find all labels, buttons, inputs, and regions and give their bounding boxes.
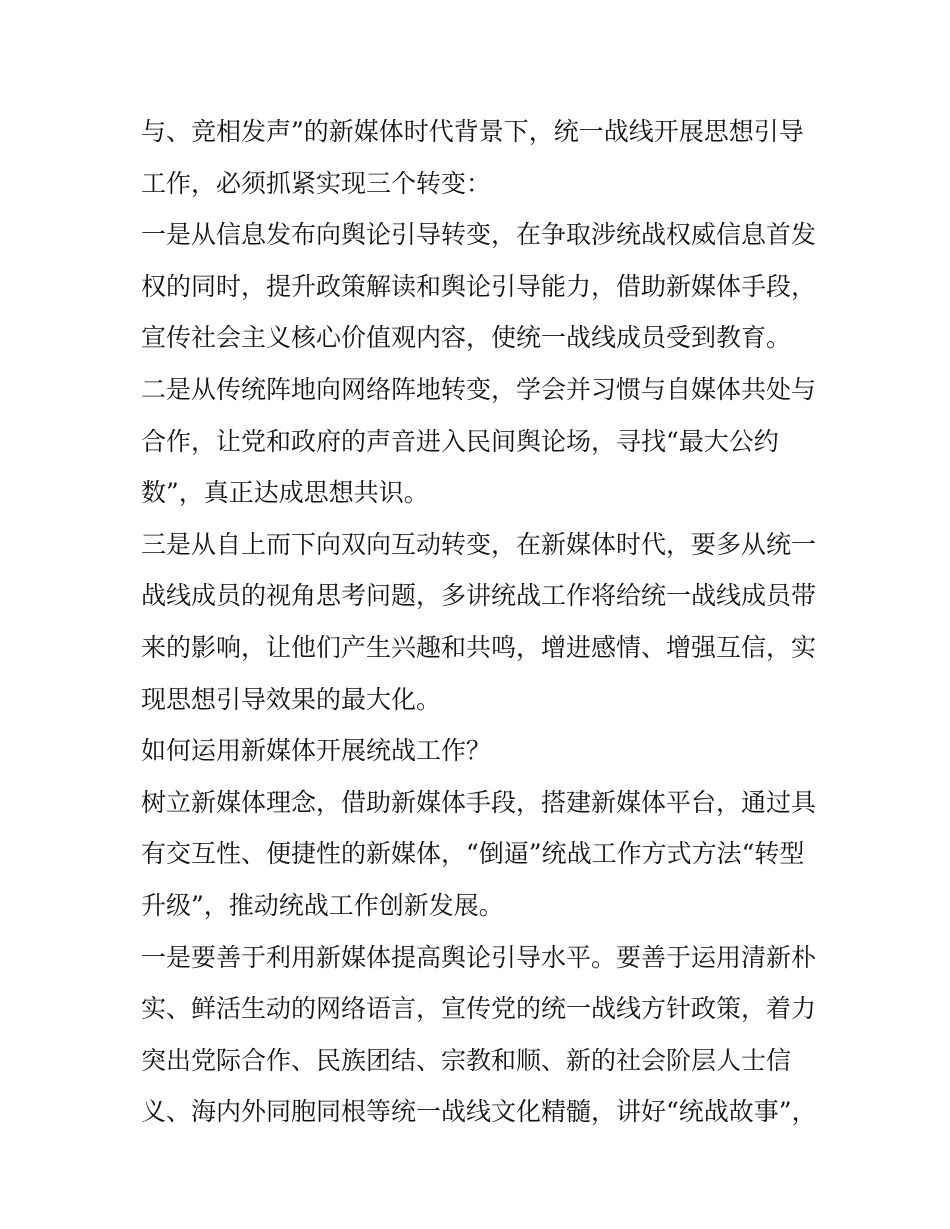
text-line: 三是从自上而下向双向互动转变，在新媒体时代，要多从统一 — [141, 529, 817, 559]
text-line: 突出党际合作、民族团结、宗教和顺、新的社会阶层人士信 — [141, 1045, 792, 1075]
text-line: 数”，真正达成思想共识。 — [141, 478, 429, 508]
text-line: 来的影响，让他们产生兴趣和共鸣，增进感情、增强互信，实 — [141, 632, 817, 662]
text-line: 义、海内外同胞同根等统一战线文化精髓，讲好“统战故事”， — [141, 1097, 817, 1127]
document-body — [141, 106, 831, 1138]
text-line: 一是从信息发布向舆论引导转变，在争取涉统战权威信息首发 — [141, 220, 817, 250]
text-line: 树立新媒体理念，借助新媒体手段，搭建新媒体平台，通过具 — [141, 787, 817, 817]
text-line: 实、鲜活生动的网络语言，宣传党的统一战线方针政策，着力 — [141, 994, 817, 1024]
text-line: 合作，让党和政府的声音进入民间舆论场，寻找“最大公约 — [141, 426, 779, 456]
text-line: 与、竞相发声”的新媒体时代背景下，统一战线开展思想引导 — [141, 117, 804, 146]
section-question: 如何运用新媒体开展统战工作？ — [141, 736, 492, 766]
text-line: 现思想引导效果的最大化。 — [141, 684, 442, 714]
text-line: 二是从传统阵地向网络阵地转变，学会并习惯与自媒体共处与 — [141, 374, 817, 404]
text-line: 宣传社会主义核心价值观内容，使统一战线成员受到教育。 — [141, 323, 792, 353]
text-line: 升级”，推动统战工作创新发展。 — [141, 890, 504, 920]
text-line: 战线成员的视角思考问题，多讲统战工作将给统一战线成员带 — [141, 581, 817, 611]
text-line: 有交互性、便捷性的新媒体，“倒逼”统战工作方式方法“转型 — [141, 839, 805, 869]
text-line: 工作，必须抓紧实现三个转变： — [141, 168, 492, 198]
text-line: 权的同时，提升政策解读和舆论引导能力，借助新媒体手段， — [141, 271, 817, 301]
text-line: 一是要善于利用新媒体提高舆论引导水平。要善于运用清新朴 — [141, 942, 817, 972]
